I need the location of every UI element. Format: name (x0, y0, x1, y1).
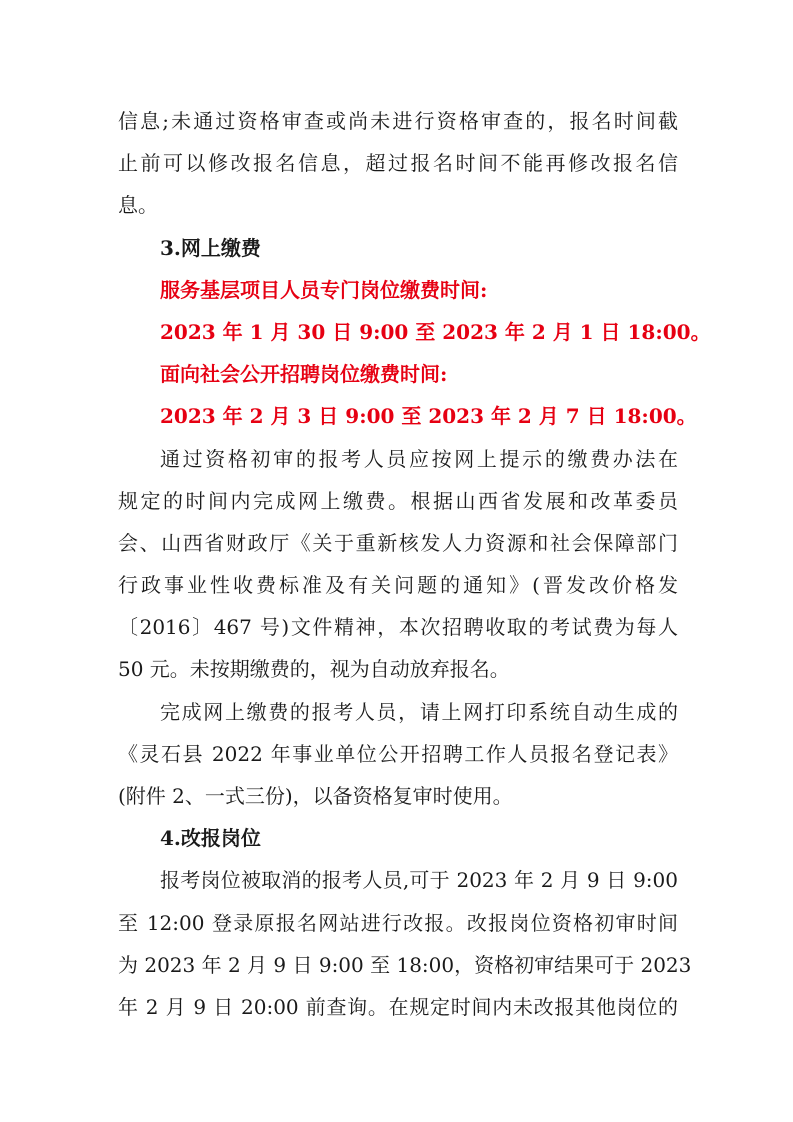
highlight-grassroots-payment-label: 服务基层项目人员专门岗位缴费时间: (160, 277, 488, 302)
document-body (118, 100, 711, 1028)
paragraph-line: 通过资格初审的报考人员应按网上提示的缴费办法在 (160, 446, 678, 471)
paragraph-line: 《灵石县 2022 年事业单位公开招聘工作人员报名登记表》 (118, 741, 678, 766)
highlight-grassroots-payment-time: 2023 年 1 月 30 日 9:00 至 2023 年 2 月 1 日 18:00。 (160, 319, 711, 344)
paragraph-line: 至 12:00 登录原报名网站进行改报。改报岗位资格初审时间 (118, 910, 678, 935)
paragraph-line: 年 2 月 9 日 20:00 前查询。在规定时间内未改报其他岗位的 (118, 994, 678, 1019)
paragraph-line: 止前可以修改报名信息，超过报名时间不能再修改报名信 (118, 151, 678, 176)
highlight-public-payment-time: 2023 年 2 月 3 日 9:00 至 2023 年 2 月 7 日 18:00。 (160, 404, 697, 429)
paragraph-line: 为 2023 年 2 月 9 日 9:00 至 18:00，资格初审结果可于 2023 (118, 952, 692, 977)
paragraph-line: 〔2016〕467 号)文件精神，本次招聘收取的考试费为每人 (118, 615, 678, 640)
highlight-public-payment-label: 面向社会公开招聘岗位缴费时间: (160, 362, 448, 387)
paragraph-line: 完成网上缴费的报考人员，请上网打印系统自动生成的 (160, 699, 678, 724)
paragraph-line: 信息;未通过资格审查或尚未进行资格审查的，报名时间截 (118, 109, 678, 133)
paragraph-line: 规定的时间内完成网上缴费。根据山西省发展和改革委员 (118, 488, 678, 513)
paragraph-line: 会、山西省财政厅《关于重新核发人力资源和社会保障部门 (118, 530, 678, 555)
paragraph-line: (附件 2、一式三份)，以备资格复审时使用。 (118, 784, 513, 808)
paragraph-line: 50 元。未按期缴费的，视为自动放弃报名。 (118, 657, 510, 682)
section-heading-change-position: 4.改报岗位 (160, 826, 261, 851)
paragraph-line: 息。 (118, 193, 158, 218)
section-heading-online-payment: 3.网上缴费 (160, 235, 261, 260)
paragraph-line: 报考岗位被取消的报考人员,可于 2023 年 2 月 9 日 9:00 (160, 868, 678, 893)
paragraph-line: 行政事业性收费标准及有关问题的通知》(晋发改价格发 (118, 573, 678, 598)
